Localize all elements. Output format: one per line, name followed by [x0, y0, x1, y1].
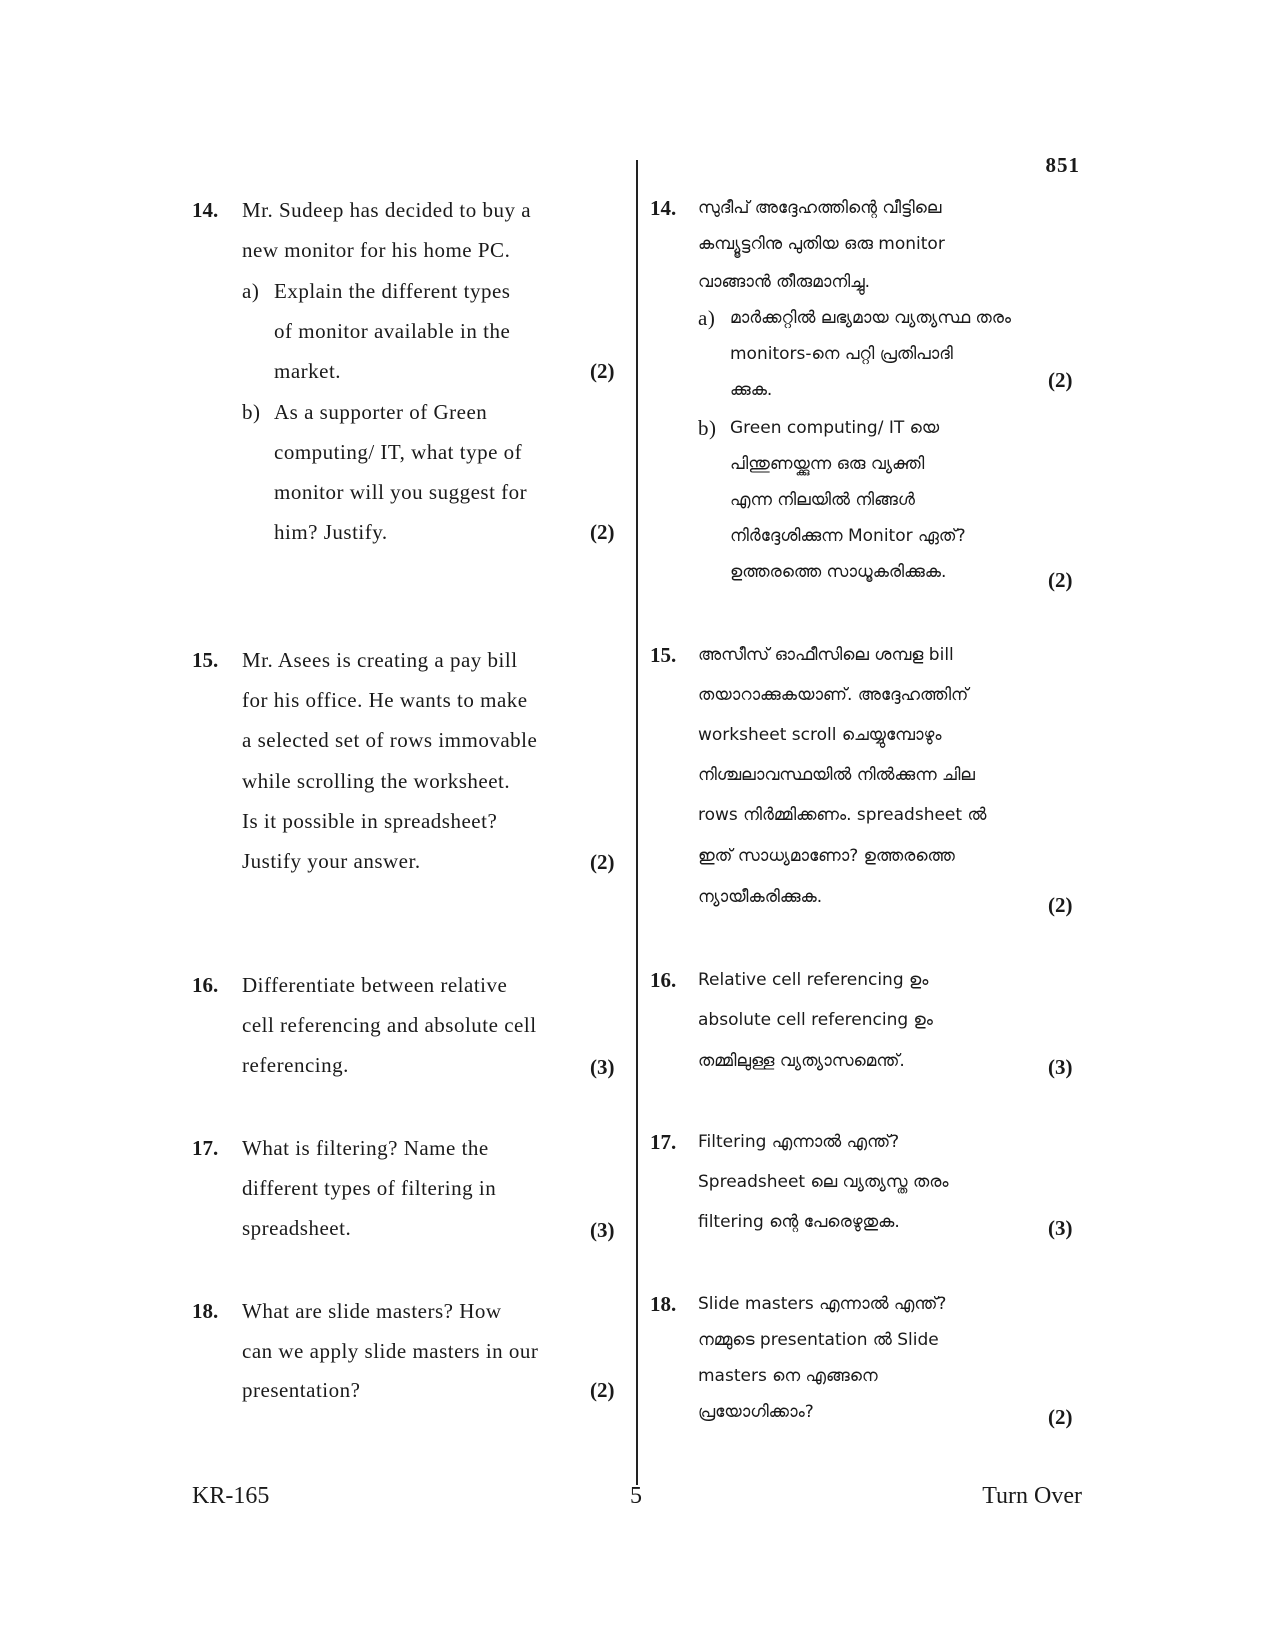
- question-text: Green computing/ IT യെ: [730, 418, 940, 438]
- paper-code: KR-165: [192, 1483, 270, 1509]
- question-text: for his office. He wants to make: [242, 688, 528, 712]
- question-text: അസീസ് ഓഫീസിലെ ശമ്പള bill: [698, 645, 954, 665]
- question-text: എന്ന നിലയിൽ നിങ്ങൾ: [730, 490, 915, 510]
- question-text: market.: [274, 359, 342, 383]
- question-number: 15.: [192, 648, 219, 672]
- marks: (2): [1048, 568, 1073, 592]
- question-number: 18.: [192, 1299, 219, 1323]
- question-text: of monitor available in the: [274, 319, 511, 343]
- marks: (3): [590, 1055, 615, 1079]
- column-divider: [636, 160, 638, 1485]
- question-number: 16.: [650, 968, 677, 992]
- marks: (3): [1048, 1055, 1073, 1079]
- question-number: 14.: [192, 198, 219, 222]
- question-text: Differentiate between relative: [242, 973, 508, 997]
- page-code: 851: [1045, 153, 1080, 177]
- question-text: What is filtering? Name the: [242, 1136, 489, 1160]
- question-text: rows നിർമ്മിക്കണം. spreadsheet ൽ: [698, 805, 987, 825]
- question-number: 14.: [650, 196, 677, 220]
- question-text: What are slide masters? How: [242, 1299, 502, 1323]
- question-text: നിർദ്ദേശിക്കുന്ന Monitor ഏത്?: [730, 526, 966, 546]
- marks: (2): [590, 520, 615, 544]
- question-text: monitors-നെ പറ്റി പ്രതിപാദി: [730, 344, 953, 364]
- question-text: masters നെ എങ്ങനെ: [698, 1366, 878, 1386]
- question-text: വാങ്ങാൻ തീരുമാനിച്ചു.: [698, 272, 871, 292]
- part-label: a): [242, 279, 260, 303]
- question-text: Is it possible in spreadsheet?: [242, 809, 498, 833]
- question-text: Justify your answer.: [242, 849, 421, 873]
- marks: (3): [590, 1218, 615, 1242]
- question-text: As a supporter of Green: [274, 400, 488, 424]
- question-number: 16.: [192, 973, 219, 997]
- question-text: monitor will you suggest for: [274, 480, 528, 504]
- question-text: പ്രയോഗിക്കാം?: [698, 1402, 814, 1422]
- question-text: നമ്മുടെ presentation ൽ Slide: [698, 1330, 939, 1350]
- question-text: തയാറാക്കുകയാണ്. അദ്ദേഹത്തിന്: [698, 685, 969, 705]
- question-text: absolute cell referencing ഉം: [698, 1010, 933, 1030]
- question-text: Explain the different types: [274, 279, 511, 303]
- question-text: സുദീപ് അദ്ദേഹത്തിന്റെ വീട്ടിലെ: [698, 198, 942, 218]
- question-text: worksheet scroll ചെയ്യുമ്പോഴും: [698, 725, 942, 745]
- part-label: a): [698, 306, 716, 330]
- question-text: cell referencing and absolute cell: [242, 1013, 537, 1037]
- question-text: while scrolling the worksheet.: [242, 769, 511, 793]
- question-text: ന്യായീകരിക്കുക.: [698, 887, 823, 907]
- marks: (3): [1048, 1216, 1073, 1240]
- question-text: തമ്മിലുള്ള വ്യത്യാസമെന്ത്.: [698, 1051, 905, 1071]
- question-text: മാർക്കറ്റിൽ ലഭ്യമായ വ്യത്യസ്ഥ തരം: [730, 308, 1012, 328]
- question-text: Slide masters എന്നാൽ എന്ത്?: [698, 1294, 947, 1314]
- question-text: can we apply slide masters in our: [242, 1339, 539, 1363]
- marks: (2): [590, 359, 615, 383]
- question-text: him? Justify.: [274, 520, 388, 544]
- question-text: കമ്പ്യൂട്ടറിനു പുതിയ ഒരു monitor: [698, 234, 945, 254]
- part-label: b): [698, 416, 717, 440]
- marks: (2): [1048, 368, 1073, 392]
- question-number: 18.: [650, 1292, 677, 1316]
- marks: (2): [590, 850, 615, 874]
- question-text: filtering ന്റെ പേരെഴുതുക.: [698, 1212, 900, 1232]
- question-text: Filtering എന്നാൽ എന്ത്?: [698, 1132, 900, 1152]
- question-number: 17.: [192, 1136, 219, 1160]
- question-text: different types of filtering in: [242, 1176, 497, 1200]
- question-text: spreadsheet.: [242, 1216, 352, 1240]
- question-text: new monitor for his home PC.: [242, 238, 511, 262]
- question-text: Relative cell referencing ഉം: [698, 970, 929, 990]
- part-label: b): [242, 400, 261, 424]
- question-text: a selected set of rows immovable: [242, 728, 538, 752]
- marks: (2): [590, 1378, 615, 1402]
- question-text: പിന്തുണയ്ക്കുന്ന ഒരു വ്യക്തി: [730, 454, 925, 474]
- turn-over-label: Turn Over: [982, 1483, 1082, 1509]
- question-text: നിശ്ചലാവസ്ഥയിൽ നിൽക്കുന്ന ചില: [698, 765, 975, 785]
- question-text: referencing.: [242, 1053, 349, 1077]
- question-text: computing/ IT, what type of: [274, 440, 523, 464]
- question-number: 15.: [650, 643, 677, 667]
- question-number: 17.: [650, 1130, 677, 1154]
- question-text: Mr. Asees is creating a pay bill: [242, 648, 518, 672]
- page-number: 5: [630, 1483, 642, 1509]
- question-text: ക്കുക.: [730, 380, 773, 400]
- question-text: Spreadsheet ലെ വ്യത്യസ്ത തരം: [698, 1172, 949, 1192]
- marks: (2): [1048, 893, 1073, 917]
- marks: (2): [1048, 1405, 1073, 1429]
- question-text: Mr. Sudeep has decided to buy a: [242, 198, 532, 222]
- question-text: ഉത്തരത്തെ സാധൂകരിക്കുക.: [730, 562, 947, 582]
- question-text: presentation?: [242, 1378, 361, 1402]
- question-text: ഇത് സാധ്യമാണോ? ഉത്തരത്തെ: [698, 846, 955, 866]
